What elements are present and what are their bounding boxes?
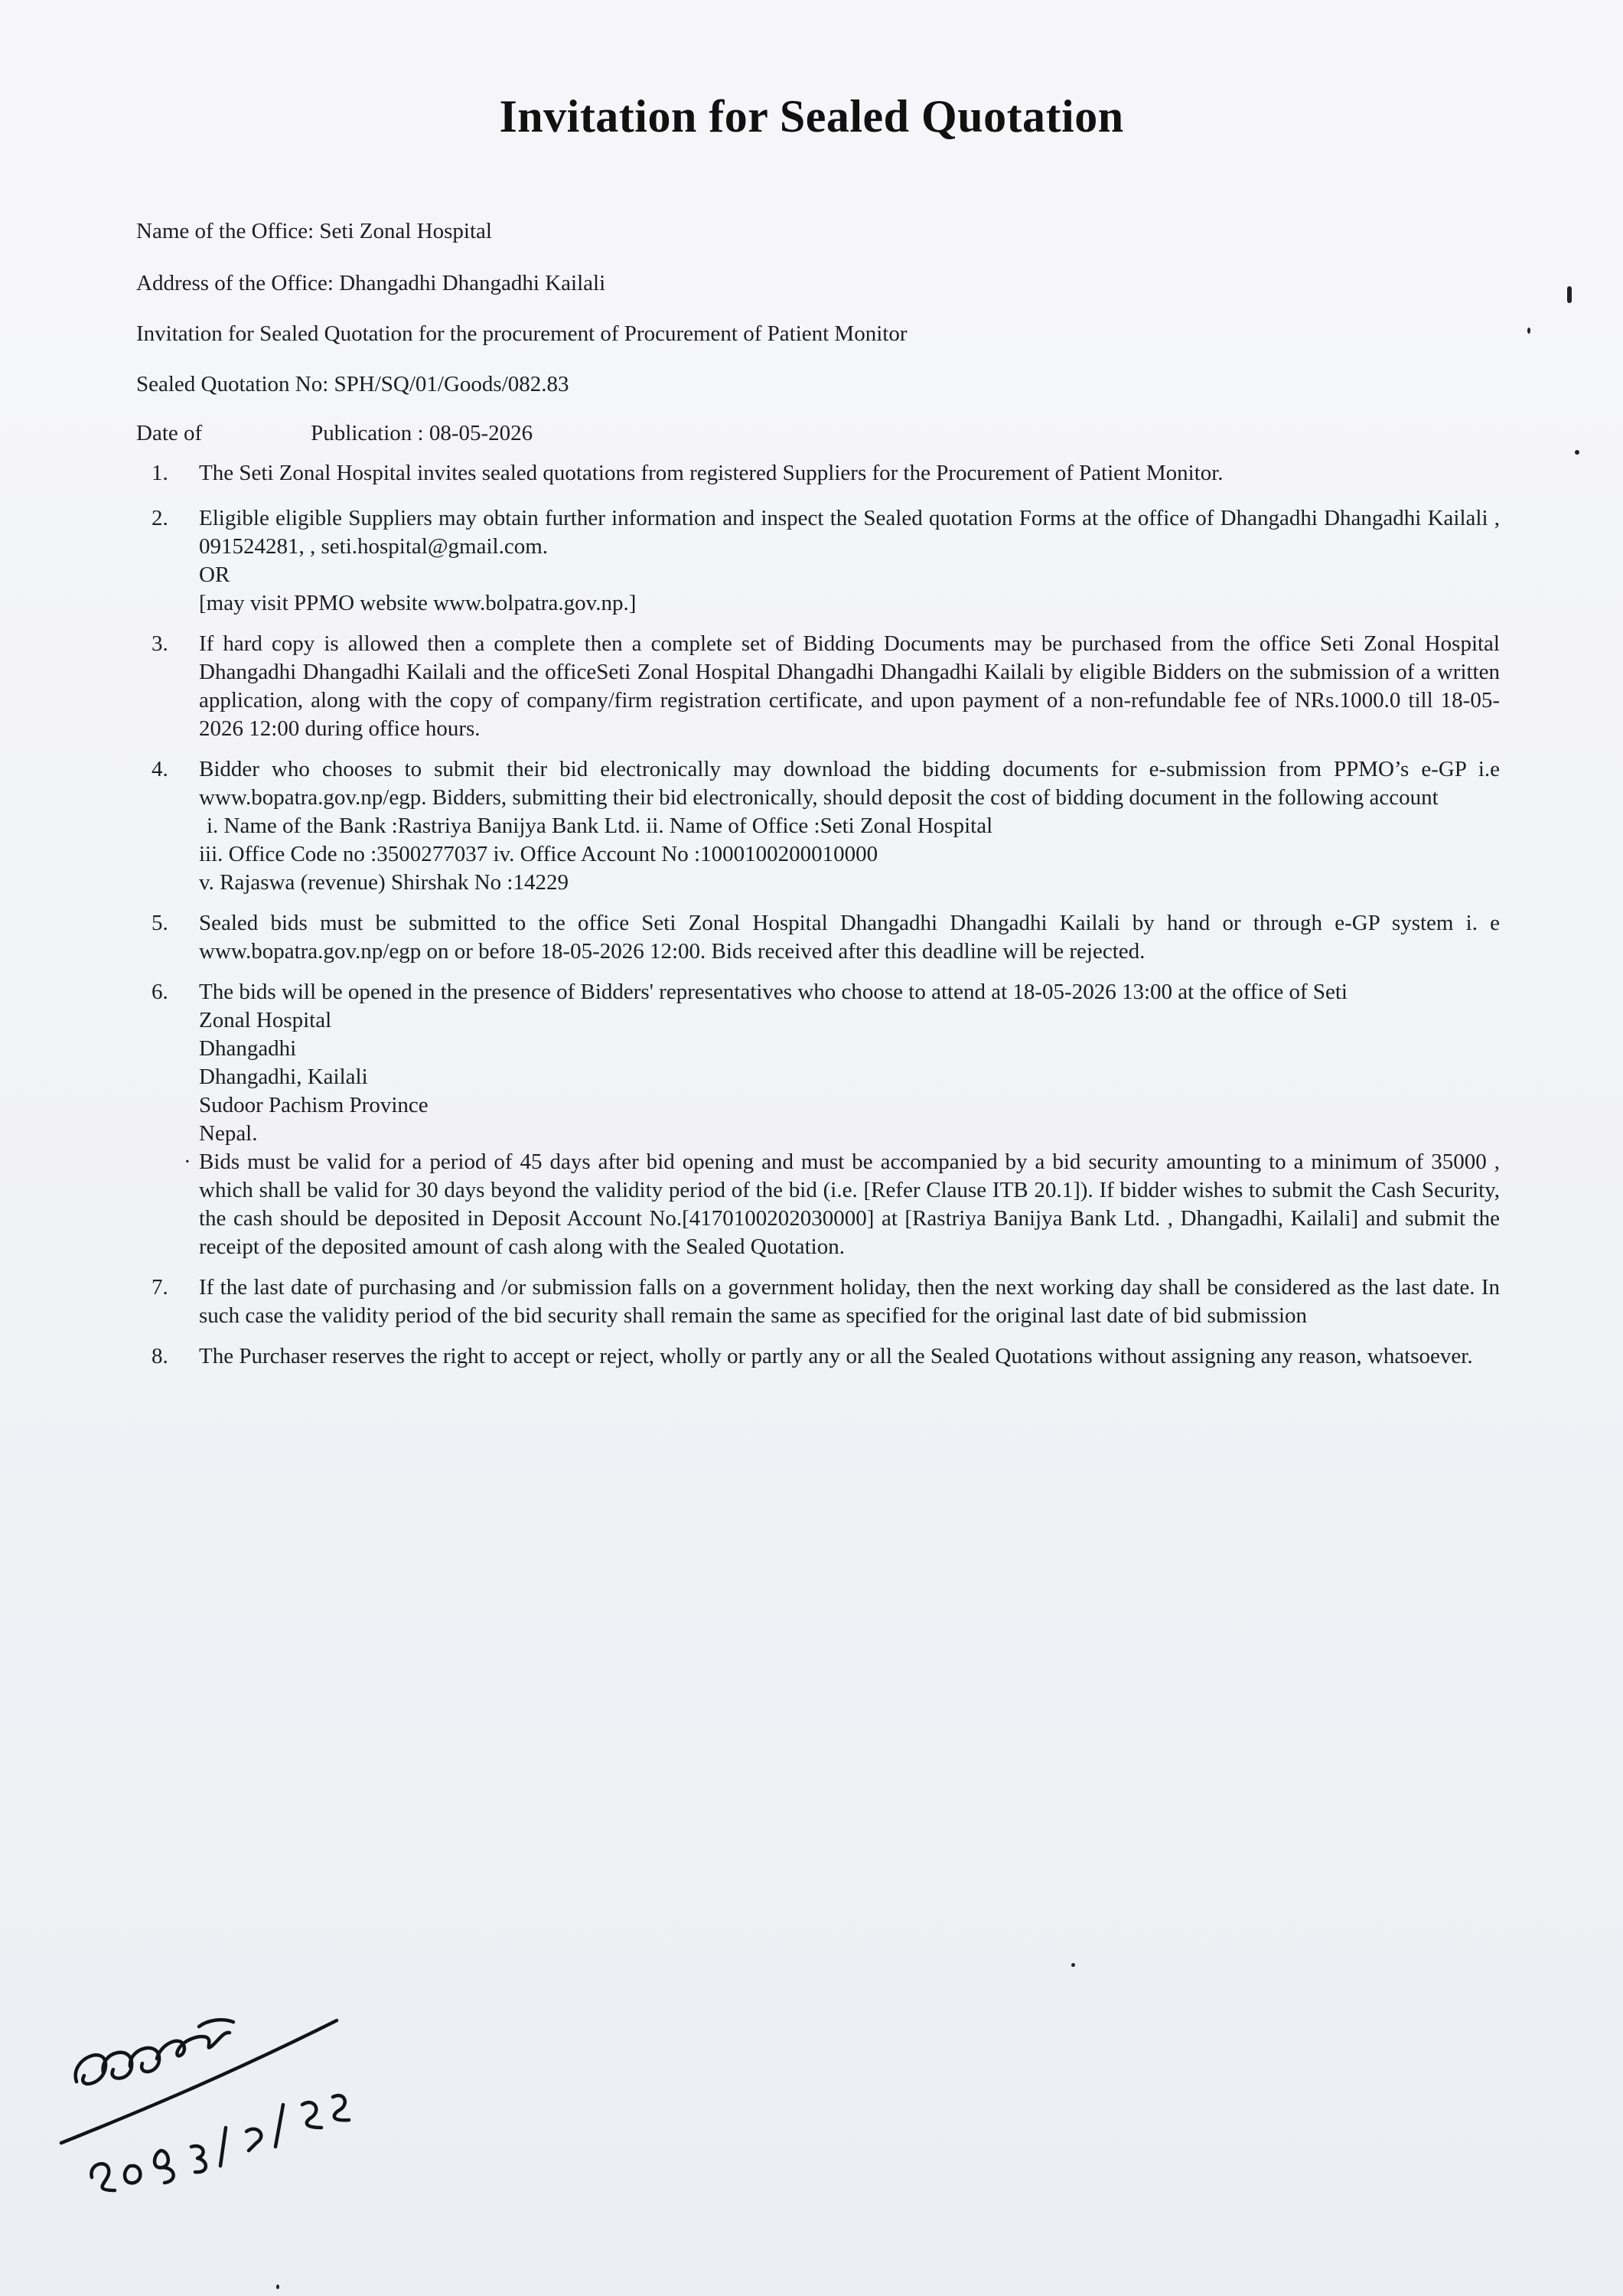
- clause-6: [145, 978, 1500, 1261]
- page-speck: [1071, 1963, 1075, 1967]
- document-title: Invitation for Sealed Quotation: [499, 91, 1124, 142]
- clause-text: The Seti Zonal Hospital invites sealed quotations from registered Suppliers for the Procurement of Patient Monitor.: [199, 461, 1224, 485]
- bullet-dot: ·: [184, 1150, 191, 1174]
- page-speck: [1575, 450, 1579, 455]
- clause-text: If the last date of purchasing and /or submission falls on a government holiday, then the next working day shall be considered as the last date. In such case the validity period of the bid security shall remain the same as specified for the original last date of bid submission: [199, 1275, 1500, 1328]
- account-row-3: [199, 869, 1500, 897]
- office-account-number: iv. Office Account No :1000100200010000: [493, 842, 878, 866]
- clause-or: OR: [199, 563, 230, 587]
- account-office-name: ii. Name of Office :Seti Zonal Hospital: [646, 814, 993, 838]
- clause-7: [145, 1274, 1500, 1330]
- invitation-subject: Invitation for Sealed Quotation for the procurement of Procurement of Patient Monitor: [136, 321, 908, 346]
- clause-number: 2.: [152, 506, 168, 530]
- bank-name: i. Name of the Bank :Rastriya Banijya Bank Ltd.: [207, 814, 640, 838]
- clause-number: 1.: [152, 461, 168, 485]
- clauses-list: [145, 459, 1500, 1383]
- address-line: Zonal Hospital: [199, 1008, 332, 1032]
- clause-8: [145, 1342, 1500, 1371]
- address-line: Sudoor Pachism Province: [199, 1093, 429, 1117]
- clause-number: 3.: [152, 631, 168, 656]
- clause-1: [145, 459, 1500, 488]
- clause-text: Bidder who chooses to submit their bid electronically may download the bidding documents for e-submission from PPMO’s e-GP i.e www.bopatra.gov.np/egp. Bidders, submitting their bid electronically, should deposit the cost of bidding document in the following account: [199, 757, 1500, 810]
- clause-number: 7.: [152, 1275, 168, 1300]
- page-speck: [276, 2285, 279, 2289]
- account-row-1: [199, 812, 1500, 840]
- publication-date: [136, 419, 533, 447]
- address-line: Dhangadhi, Kailali: [199, 1065, 368, 1089]
- office-name: Name of the Office: Seti Zonal Hospital: [136, 219, 492, 243]
- clause-3: [145, 630, 1500, 743]
- clause-number: 4.: [152, 757, 168, 781]
- clause-4: [145, 755, 1500, 897]
- clause-text: Eligible eligible Suppliers may obtain further information and inspect the Sealed quotation Forms at the office of Dhangadhi Dhangadhi Kailali , 091524281, , seti.hospital@gmail.com.: [199, 506, 1500, 559]
- bid-validity-text: Bids must be valid for a period of 45 days after bid opening and must be accompanied by a bid security amounting to a minimum of 35000 , which shall be valid for 30 days beyond the validity period of the bid (i.e. [Refer Clause ITB 20.1]). If bidder wishes to submit the Cash Security, the cash should be deposited in Deposit Account No.[4170100202030000] at [Rastriya Banijya Bank Ltd. , Dhangadhi, Kailali] and submit the receipt of the deposited amount of cash along with the Sealed Quotation.: [199, 1150, 1500, 1259]
- address-line: Nepal.: [199, 1121, 258, 1146]
- clause-text: If hard copy is allowed then a complete then a complete set of Bidding Documents may be purchased from the office Seti Zonal Hospital Dhangadhi Dhangadhi Kailali and the officeSeti Zonal Hospital Dhangadhi Dhangadhi Kailali by eligible Bidders on the submission of a written application, along with the copy of company/firm registration certificate, and upon payment of a non-refundable fee of NRs.1000.0 till 18-05-2026 12:00 during office hours.: [199, 631, 1500, 741]
- clause-2: [145, 504, 1500, 618]
- quotation-number: Sealed Quotation No: SPH/SQ/01/Goods/082.83: [136, 372, 569, 396]
- clause-5: [145, 909, 1500, 966]
- clause-website: [may visit PPMO website www.bolpatra.gov.np.]: [199, 591, 637, 615]
- publication-value: Publication : 08-05-2026: [311, 421, 533, 445]
- rajaswa-number: v. Rajaswa (revenue) Shirshak No :14229: [199, 870, 569, 895]
- page-speck: [1527, 328, 1530, 334]
- clause-number: 8.: [152, 1344, 168, 1368]
- office-code: iii. Office Code no :3500277037: [199, 842, 488, 866]
- clause-text: The Purchaser reserves the right to accept or reject, wholly or partly any or all the Sealed Quotations without assigning any reason, whatsoever.: [199, 1344, 1473, 1368]
- clause-text: Sealed bids must be submitted to the office Seti Zonal Hospital Dhangadhi Dhangadhi Kailali by hand or through e-GP system i. e www.bopatra.gov.np/egp on or before 18-05-2026 12:00. Bids received after this deadline will be rejected.: [199, 911, 1500, 964]
- date-of-label: Date of: [136, 421, 203, 445]
- handwritten-signature: [46, 1990, 367, 2235]
- clause-text: The bids will be opened in the presence of Bidders' representatives who choose to attend at 18-05-2026 13:00 at the office of Seti: [199, 980, 1348, 1004]
- address-line: Dhangadhi: [199, 1036, 297, 1061]
- clause-number: 6.: [152, 980, 168, 1004]
- office-address: Address of the Office: Dhangadhi Dhangadhi Kailali: [136, 271, 606, 295]
- page-speck: [1567, 286, 1572, 303]
- account-row-2: [199, 840, 1500, 869]
- clause-number: 5.: [152, 911, 168, 935]
